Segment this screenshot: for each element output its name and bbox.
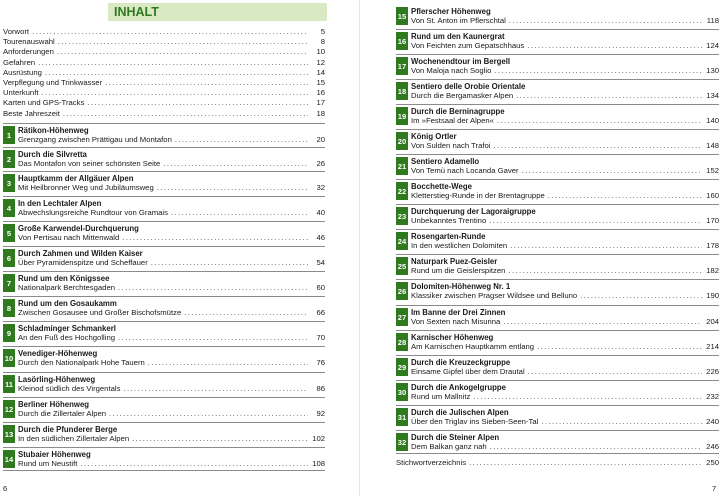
- tour-subtitle: Am Karnischen Hauptkamm entlang: [411, 342, 535, 351]
- tour-number-badge: 21: [396, 157, 408, 175]
- divider: [396, 453, 719, 454]
- tour-entry[interactable]: [396, 54, 719, 76]
- tour-number-badge: 19: [396, 107, 408, 125]
- tour-entry[interactable]: [396, 430, 719, 452]
- leader-dots: [57, 47, 308, 57]
- tour-number-badge: 18: [396, 82, 408, 100]
- leader-dots: [509, 16, 702, 25]
- intro-row[interactable]: [3, 109, 325, 119]
- tour-number-badge: 25: [396, 257, 408, 275]
- leader-dots: [58, 37, 308, 47]
- tour-page: 130: [706, 66, 719, 75]
- intro-label: Unterkunft: [3, 88, 39, 98]
- leader-dots: [118, 283, 308, 292]
- tour-number-badge: 24: [396, 232, 408, 250]
- contents-heading: INHALT: [108, 3, 327, 21]
- intro-page: 18: [316, 108, 325, 118]
- tour-entry[interactable]: [3, 447, 325, 469]
- tour-subtitle: Über Pyramidenspitze und Scheffauer: [18, 258, 148, 267]
- tour-subtitle: Von Pertisau nach Mittenwald: [18, 233, 120, 242]
- tour-entry[interactable]: [396, 380, 719, 402]
- leader-dots: [522, 166, 702, 175]
- tour-entry[interactable]: [396, 129, 719, 151]
- tour-subtitle: Mit Heilbronner Weg und Jubiläumsweg: [18, 183, 154, 192]
- tour-page: 108: [312, 459, 325, 468]
- tour-subtitle: Klassiker zwischen Pragser Wildsee und Belluno: [411, 291, 578, 300]
- intro-page: 15: [316, 77, 325, 87]
- tour-number-badge: 7: [3, 274, 15, 292]
- tour-title: Durch die Kreuzeckgruppe: [411, 358, 511, 367]
- tour-number-badge: 27: [396, 308, 408, 326]
- tour-number-badge: 15: [396, 7, 408, 25]
- tour-entry[interactable]: [3, 321, 325, 343]
- tour-number-badge: 23: [396, 207, 408, 225]
- tour-title: Sentiero Adamello: [411, 157, 480, 166]
- tour-entry[interactable]: [3, 346, 325, 368]
- intro-list: [3, 27, 325, 119]
- index-label: Stichwortverzeichnis: [396, 458, 467, 467]
- tour-page: 32: [316, 183, 325, 192]
- tour-subtitle: Kletterstieg-Runde in der Brentagruppe: [411, 191, 545, 200]
- intro-page: 17: [316, 98, 325, 108]
- tour-title: In den Lechtaler Alpen: [18, 199, 102, 208]
- leader-dots: [63, 109, 308, 119]
- leader-dots: [494, 66, 702, 75]
- tour-page: 102: [312, 434, 325, 443]
- tour-page: 152: [706, 166, 719, 175]
- leader-dots: [473, 392, 702, 401]
- tour-number-badge: 14: [3, 450, 15, 468]
- leader-dots: [494, 141, 703, 150]
- tour-number-badge: 30: [396, 383, 408, 401]
- leader-dots: [490, 442, 702, 451]
- tour-title: Rund um den Gosaukamm: [18, 299, 117, 308]
- index-entry[interactable]: [396, 458, 719, 468]
- leader-dots: [469, 458, 702, 468]
- divider: [3, 470, 325, 471]
- leader-dots: [503, 317, 702, 326]
- tour-page: 214: [706, 342, 719, 351]
- index-page: 250: [706, 458, 719, 467]
- tour-page: 92: [316, 409, 325, 418]
- leader-dots: [528, 367, 702, 376]
- tour-subtitle: In den westlichen Dolomiten: [411, 241, 508, 250]
- tour-page: 232: [706, 392, 719, 401]
- tour-entry[interactable]: [3, 147, 325, 169]
- tour-page: 140: [706, 116, 719, 125]
- tour-entry[interactable]: [3, 123, 325, 145]
- tour-subtitle: Zwischen Gosausee und Großer Bischofsmütze: [18, 308, 182, 317]
- tour-number-badge: 13: [3, 425, 15, 443]
- tour-entry[interactable]: [3, 271, 325, 293]
- tour-title: Schladminger Schmankerl: [18, 324, 116, 333]
- leader-dots: [508, 266, 702, 275]
- intro-label: Karten und GPS-Tracks: [3, 98, 85, 108]
- tour-page: 190: [706, 291, 719, 300]
- tour-page: 160: [706, 191, 719, 200]
- tour-entry[interactable]: [396, 29, 719, 51]
- tour-subtitle: Einsame Gipfel über dem Drautal: [411, 367, 525, 376]
- tour-subtitle: Durch die Bergamasker Alpen: [411, 91, 514, 100]
- tour-entry[interactable]: [396, 5, 719, 27]
- tour-entry[interactable]: [3, 171, 325, 193]
- tour-page: 178: [706, 241, 719, 250]
- leader-dots: [151, 258, 308, 267]
- leader-dots: [175, 135, 308, 144]
- tour-title: Berliner Höhenweg: [18, 400, 90, 409]
- tour-number-badge: 6: [3, 249, 15, 267]
- tour-title: Große Karwendel-Durchquerung: [18, 224, 139, 233]
- tour-title: Bocchette-Wege: [411, 182, 472, 191]
- tour-entry[interactable]: [3, 397, 325, 419]
- leader-dots: [123, 384, 308, 393]
- intro-page: 12: [316, 57, 325, 67]
- tour-subtitle: Rund um Mallnitz: [411, 392, 471, 401]
- tour-page: 148: [706, 141, 719, 150]
- leader-dots: [527, 41, 702, 50]
- tour-entry[interactable]: [396, 104, 719, 126]
- leader-dots: [157, 183, 308, 192]
- leader-dots: [171, 208, 308, 217]
- tour-page: 60: [316, 283, 325, 292]
- tour-page: 26: [316, 159, 325, 168]
- tour-page: 76: [316, 358, 325, 367]
- tour-entry[interactable]: [3, 422, 325, 444]
- intro-page: 14: [316, 67, 325, 77]
- leader-dots: [163, 159, 308, 168]
- tour-subtitle: Von Temù nach Locanda Gaver: [411, 166, 519, 175]
- tour-number-badge: 12: [3, 400, 15, 418]
- tour-page: 70: [316, 333, 325, 342]
- tour-number-badge: 5: [3, 224, 15, 242]
- tour-entry[interactable]: [396, 204, 719, 226]
- intro-page: 16: [316, 88, 325, 98]
- intro-label: Gefahren: [3, 57, 36, 67]
- tour-page: 204: [706, 317, 719, 326]
- tour-page: 240: [706, 417, 719, 426]
- tour-title: Pflerscher Höhenweg: [411, 7, 491, 16]
- tour-subtitle: Durch die Zillertaler Alpen: [18, 409, 107, 418]
- tour-subtitle: In den südlichen Zillertaler Alpen: [18, 434, 130, 443]
- tour-entry[interactable]: [396, 254, 719, 276]
- tour-page: 134: [706, 91, 719, 100]
- tour-subtitle: Rund um Neustift: [18, 459, 78, 468]
- tour-number-badge: 1: [3, 126, 15, 144]
- leader-dots: [516, 91, 702, 100]
- intro-label: Tourenauswahl: [3, 37, 55, 47]
- tour-subtitle: Durch den Nationalpark Hohe Tauern: [18, 358, 145, 367]
- tour-subtitle: Abwechslungsreiche Rundtour von Gramais: [18, 208, 168, 217]
- tour-title: Wochenendtour im Bergell: [411, 57, 511, 66]
- intro-label: Verpflegung und Trinkwasser: [3, 77, 103, 87]
- tour-number-badge: 16: [396, 32, 408, 50]
- tour-page: 118: [706, 16, 719, 25]
- tour-title: Dolomiten-Höhenweg Nr. 1: [411, 282, 511, 291]
- tour-title: Durch die Silvretta: [18, 150, 87, 159]
- tour-number-badge: 29: [396, 358, 408, 376]
- tour-subtitle: Dem Balkan ganz nah: [411, 442, 487, 451]
- leader-dots: [510, 241, 702, 250]
- tour-subtitle: Kleinod südlich des Virgentals: [18, 384, 121, 393]
- tour-entry[interactable]: [396, 330, 719, 352]
- tour-entry[interactable]: [396, 229, 719, 251]
- tour-subtitle: Von Maloja nach Soglio: [411, 66, 492, 75]
- intro-row[interactable]: [3, 78, 325, 88]
- intro-row[interactable]: [3, 98, 325, 108]
- leader-dots: [537, 342, 702, 351]
- tour-page: 226: [706, 367, 719, 376]
- tour-subtitle: Im »Festsaal der Alpen«: [411, 116, 494, 125]
- intro-row[interactable]: [3, 37, 325, 47]
- leader-dots: [41, 88, 308, 98]
- tour-number-badge: 10: [3, 349, 15, 367]
- tour-title: Rosengarten-Runde: [411, 232, 486, 241]
- tour-title: Im Banne der Drei Zinnen: [411, 308, 506, 317]
- leader-dots: [132, 434, 308, 443]
- tour-number-badge: 32: [396, 433, 408, 451]
- tour-title: Lasörling-Höhenweg: [18, 375, 96, 384]
- tour-number-badge: 8: [3, 299, 15, 317]
- intro-label: Vorwort: [3, 27, 30, 36]
- tour-number-badge: 28: [396, 333, 408, 351]
- tour-subtitle: Von Sexten nach Misurina: [411, 317, 501, 326]
- intro-page: 10: [316, 47, 325, 57]
- tour-number-badge: 17: [396, 57, 408, 75]
- tour-number-badge: 3: [3, 174, 15, 192]
- tour-page: 86: [316, 384, 325, 393]
- tour-page: 54: [316, 258, 325, 267]
- leader-dots: [32, 27, 308, 37]
- leader-dots: [118, 333, 308, 342]
- tour-subtitle: Unbekanntes Trentino: [411, 216, 487, 225]
- tour-subtitle: Von Feichten zum Gepatschhaus: [411, 41, 525, 50]
- tour-title: König Ortler: [411, 132, 457, 141]
- tour-number-badge: 11: [3, 375, 15, 393]
- tour-entry[interactable]: [396, 405, 719, 427]
- leader-dots: [548, 191, 702, 200]
- tour-page: 20: [316, 135, 325, 144]
- leader-dots: [105, 78, 308, 88]
- leader-dots: [122, 233, 308, 242]
- intro-label: Anforderungen: [3, 47, 54, 57]
- tour-page: 182: [706, 266, 719, 275]
- leader-dots: [497, 116, 702, 125]
- tour-title: Rund um den Königssee: [18, 274, 110, 283]
- intro-row[interactable]: [3, 68, 325, 78]
- tour-title: Rätikon-Höhenweg: [18, 126, 89, 135]
- tour-entry[interactable]: [396, 279, 719, 301]
- tour-subtitle: Nationalpark Berchtesgaden: [18, 283, 116, 292]
- tour-entry[interactable]: [396, 79, 719, 101]
- tour-entry[interactable]: [3, 221, 325, 243]
- tour-subtitle: Grenzgang zwischen Prättigau und Montafon: [18, 135, 172, 144]
- tour-entry[interactable]: [3, 296, 325, 318]
- tour-title: Durch Zahmen und Wilden Kaiser: [18, 249, 143, 258]
- tour-subtitle: Von Sulden nach Trafoi: [411, 141, 491, 150]
- intro-page: 5: [320, 27, 325, 36]
- intro-page: 8: [320, 37, 325, 47]
- intro-row[interactable]: [3, 58, 325, 68]
- tour-number-badge: 9: [3, 324, 15, 342]
- tour-title: Durch die Ankogelgruppe: [411, 383, 507, 392]
- leader-dots: [45, 68, 308, 78]
- tour-title: Durch die Julischen Alpen: [411, 408, 509, 417]
- tour-number-badge: 2: [3, 150, 15, 168]
- tour-number-badge: 4: [3, 199, 15, 217]
- leader-dots: [38, 58, 308, 68]
- leader-dots: [541, 417, 702, 426]
- intro-row[interactable]: [3, 47, 325, 57]
- tour-subtitle: Rund um die Geislerspitzen: [411, 266, 506, 275]
- tour-entry[interactable]: [396, 179, 719, 201]
- leader-dots: [489, 216, 702, 225]
- tour-entry[interactable]: [396, 355, 719, 377]
- tour-page: 246: [706, 442, 719, 451]
- leader-dots: [148, 358, 308, 367]
- intro-row[interactable]: [3, 88, 325, 98]
- leader-dots: [109, 409, 308, 418]
- tour-entry[interactable]: [396, 305, 719, 327]
- tour-number-badge: 26: [396, 282, 408, 300]
- leader-dots: [87, 98, 308, 108]
- page-number-right: 7: [712, 484, 717, 493]
- tour-title: Durchquerung der Lagoraigruppe: [411, 207, 536, 216]
- tour-subtitle: Von St. Anton im Pflerschtal: [411, 16, 506, 25]
- leader-dots: [580, 291, 702, 300]
- tour-page: 46: [316, 233, 325, 242]
- tour-entry[interactable]: [3, 196, 325, 218]
- intro-row[interactable]: [3, 27, 325, 37]
- tour-page: 66: [316, 308, 325, 317]
- tour-page: 124: [706, 41, 719, 50]
- tour-title: Naturpark Puez-Geisler: [411, 257, 498, 266]
- tour-number-badge: 31: [396, 408, 408, 426]
- tour-title: Durch die Berninagruppe: [411, 107, 505, 116]
- intro-label: Ausrüstung: [3, 67, 42, 77]
- tour-title: Durch die Pfunderer Berge: [18, 425, 118, 434]
- tour-entry[interactable]: [396, 154, 719, 176]
- tour-entry[interactable]: [3, 246, 325, 268]
- tour-number-badge: 22: [396, 182, 408, 200]
- tour-title: Stubaier Höhenweg: [18, 450, 91, 459]
- tour-title: Durch die Steiner Alpen: [411, 433, 500, 442]
- page-number-left: 6: [3, 484, 8, 493]
- tour-title: Hauptkamm der Allgäuer Alpen: [18, 174, 134, 183]
- leader-dots: [184, 308, 308, 317]
- tour-title: Sentiero delle Orobie Orientale: [411, 82, 526, 91]
- tour-number-badge: 20: [396, 132, 408, 150]
- intro-label: Beste Jahreszeit: [3, 108, 60, 118]
- leader-dots: [80, 459, 308, 468]
- tour-subtitle: Über den Triglav ins Sieben-Seen-Tal: [411, 417, 539, 426]
- tour-subtitle: Das Montafon von seiner schönsten Seite: [18, 159, 161, 168]
- tour-title: Rund um den Kaunergrat: [411, 32, 505, 41]
- tour-subtitle: An den Fuß des Hochgolling: [18, 333, 116, 342]
- tour-page: 170: [706, 216, 719, 225]
- tour-title: Karnischer Höhenweg: [411, 333, 494, 342]
- tour-entry[interactable]: [3, 372, 325, 394]
- tour-title: Venediger-Höhenweg: [18, 349, 98, 358]
- tour-page: 40: [316, 208, 325, 217]
